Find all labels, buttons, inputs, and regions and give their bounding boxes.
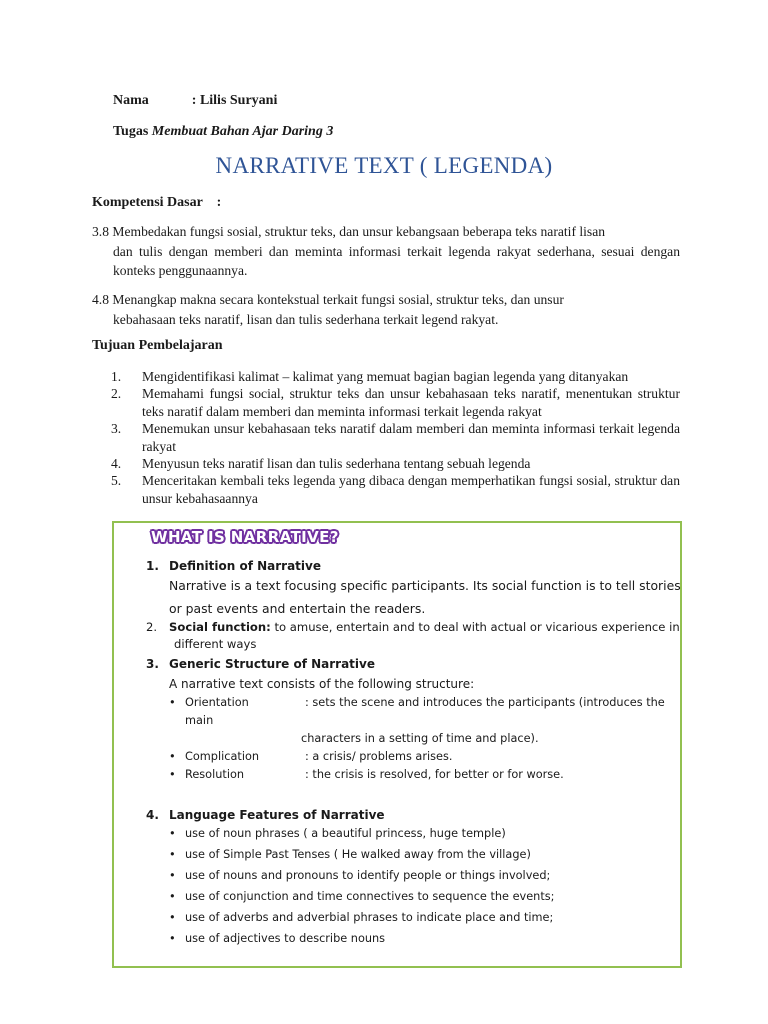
social-function-text: to amuse, entertain and to deal with actual or vicarious experience in <box>274 620 680 634</box>
list-item: 1. Mengidentifikasi kalimat – kalimat yang memuat bagian bagian legenda yang ditanyakan <box>111 369 629 384</box>
tujuan-heading: Tujuan Pembelajaran <box>92 338 223 353</box>
list-item: • use of adjectives to describe nouns <box>169 932 386 945</box>
list-item: 4. Menyusun teks naratif lisan dan tulis sederhana tentang sebuah legenda <box>111 456 531 472</box>
kompetensi-item <box>92 222 680 281</box>
list-item: 5. Menceritakan kembali teks legenda yang dibaca dengan memperhatikan fungsi sosial, struktur dan unsur kebahasaannya <box>111 473 680 506</box>
list-item: • use of adverbs and adverbial phrases to indicate place and time; <box>169 911 554 924</box>
structure-complication: • Complication : a crisis/ problems arises. <box>169 750 453 763</box>
kompetensi-text-cont: dan tulis dengan memberi dan meminta informasi terkait legenda rakyat sederhana, sesuai dengan konteks penggunaannya. <box>113 243 680 278</box>
definition-text: Narrative is a text focusing specific participants. Its social function is to tell stories <box>169 578 681 593</box>
structure-orientation-cont2: characters in a setting of time and place). <box>301 732 539 745</box>
section-language-features-heading: 4. Language Features of Narrative <box>146 808 385 822</box>
list-item: 3. Menemukan unsur kebahasaan teks naratif dalam memberi dan meminta informasi terkait legenda rakyat <box>111 421 680 454</box>
list-item: 2. Memahami fungsi social, struktur teks dan unsur kebahasaan teks naratif, menentukan struktur teks naratif dalam memberi dan meminta informasi terkait legenda rakyat <box>111 386 680 419</box>
structure-resolution: • Resolution : the crisis is resolved, for better or for worse. <box>169 768 564 781</box>
definition-text-cont: or past events and entertain the readers. <box>169 601 426 616</box>
kompetensi-text-cont: kebahasaan teks naratif, lisan dan tulis sederhana terkait legend rakyat. <box>113 311 499 327</box>
section-generic-structure-heading: 3. Generic Structure of Narrative <box>146 657 375 671</box>
kompetensi-num: 4.8 <box>92 292 109 307</box>
kompetensi-text: Menangkap makna secara kontekstual terkait fungsi sosial, struktur teks, dan unsur <box>112 292 564 307</box>
document-title: NARRATIVE TEXT ( LEGENDA) <box>215 153 553 178</box>
name-label: Nama <box>113 93 149 108</box>
social-function-label: Social function: <box>169 620 271 634</box>
list-item: • use of nouns and pronouns to identify people or things involved; <box>169 869 551 882</box>
task-value: Membuat Bahan Ajar Daring 3 <box>151 124 334 139</box>
list-item: • use of noun phrases ( a beautiful princess, huge temple) <box>169 827 506 840</box>
kompetensi-heading: Kompetensi Dasar : <box>92 195 222 210</box>
social-function-text-cont: different ways <box>174 637 257 651</box>
tujuan-list <box>92 368 680 507</box>
kompetensi-item <box>92 290 680 329</box>
structure-orientation-cont: main <box>185 714 214 727</box>
section-definition-heading: 1. Definition of Narrative <box>146 559 321 573</box>
student-name-line <box>113 93 277 109</box>
list-item: • use of conjunction and time connectives to sequence the events; <box>169 890 555 903</box>
kompetensi-num: 3.8 <box>92 224 109 239</box>
section-social-function: 2. Social function: to amuse, entertain and to deal with actual or vicarious experience in <box>146 620 680 634</box>
what-is-narrative-banner: WHAT IS NARRATIVE? <box>151 528 339 546</box>
task-line <box>113 124 333 140</box>
list-item: • use of Simple Past Tenses ( He walked away from the village) <box>169 848 531 861</box>
name-value: : Lilis Suryani <box>191 93 278 108</box>
kompetensi-text: Membedakan fungsi sosial, struktur teks, dan unsur kebangsaan beberapa teks naratif lisan <box>112 224 606 239</box>
structure-orientation: • Orientation : sets the scene and introduces the participants (introduces the <box>169 696 665 709</box>
generic-structure-intro: A narrative text consists of the following structure: <box>169 677 475 691</box>
task-label: Tugas <box>113 124 149 139</box>
